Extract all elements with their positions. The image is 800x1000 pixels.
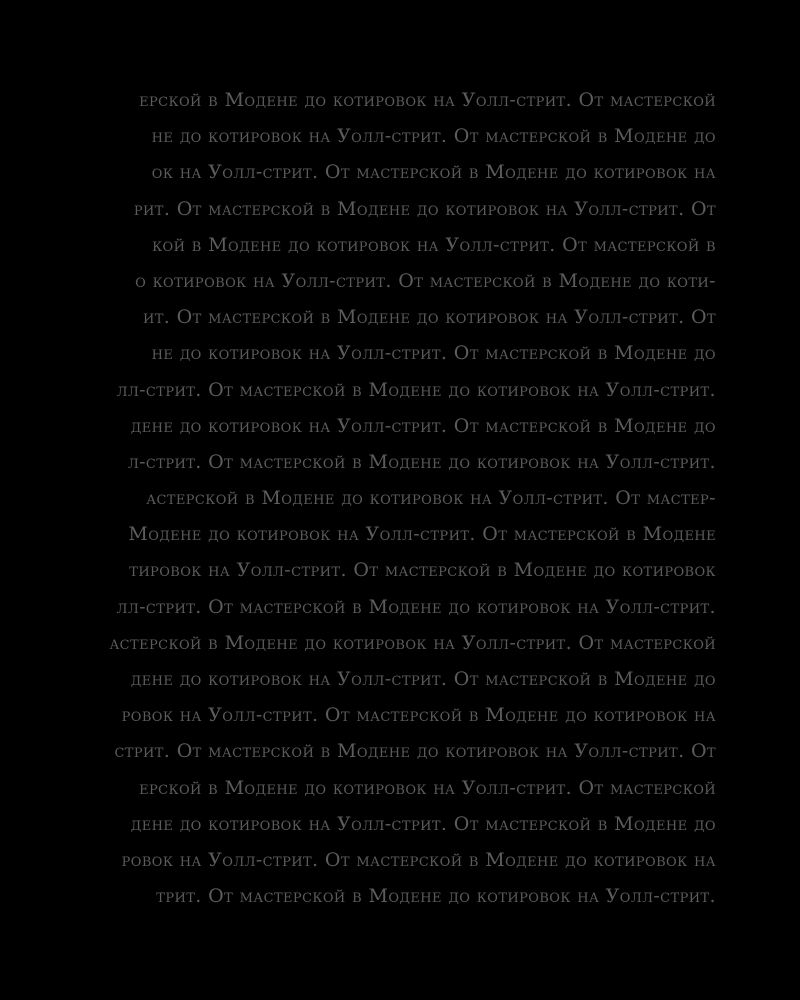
text-line: не до котировок на Уолл-стрит. От мастерской в Модене до <box>151 342 716 365</box>
text-line: ерской в Модене до котировок на Уолл-стрит. От мастерской <box>139 89 716 111</box>
text-line: дене до котировок на Уолл-стрит. От мастерской в Модене до <box>130 414 716 437</box>
text-line: дене до котировок на Уолл-стрит. От мастерской в Модене до <box>130 668 716 690</box>
text-line: кой в Модене до котировок на Уолл-стрит. От мастерской в <box>152 233 716 256</box>
repeated-text-block <box>0 82 716 914</box>
text-line: астерской в Модене до котировок на Уолл-стрит. От мастерской <box>109 631 716 654</box>
text-line: астерской в Модене до котировок на Уолл-стрит. От мастер- <box>146 487 716 510</box>
text-line: ерской в Модене до котировок на Уолл-стрит. От мастерской <box>139 776 716 799</box>
text-line: рит. От мастерской в Модене до котировок на Уолл-стрит. От <box>133 197 716 220</box>
text-line: ровок на Уолл-стрит. От мастерской в Модене до котировок на <box>121 704 716 727</box>
text-line: лл-стрит. От мастерской в Модене до котировок на Уолл-стрит. <box>116 378 716 401</box>
text-line: стрит. От мастерской в Модене до котировок на Уолл-стрит. От <box>114 740 716 763</box>
text-line: ровок на Уолл-стрит. От мастерской в Модене до котировок на <box>121 848 716 871</box>
text-line: тировок на Уолл-стрит. От мастерской в Модене до котировок <box>129 559 716 582</box>
text-line: трит. От мастерской в Модене до котировок на Уолл-стрит. <box>156 885 716 908</box>
text-line: дене до котировок на Уолл-стрит. От мастерской в Модене до <box>130 812 716 835</box>
text-line: лл-стрит. От мастерской в Модене до котировок на Уолл-стрит. <box>116 595 716 618</box>
text-line: ок на Уолл-стрит. От мастерской в Модене до котировок на <box>151 161 716 184</box>
text-line: Модене до котировок на Уолл-стрит. От мастерской в Модене <box>128 523 716 546</box>
text-line: не до котировок на Уолл-стрит. От мастерской в Модене до <box>151 125 716 148</box>
text-line: о котировок на Уолл-стрит. От мастерской в Модене до коти- <box>135 269 716 292</box>
text-line: л-стрит. От мастерской в Модене до котировок на Уолл-стрит. <box>127 450 716 473</box>
text-line: ит. От мастерской в Модене до котировок на Уолл-стрит. От <box>143 306 716 329</box>
